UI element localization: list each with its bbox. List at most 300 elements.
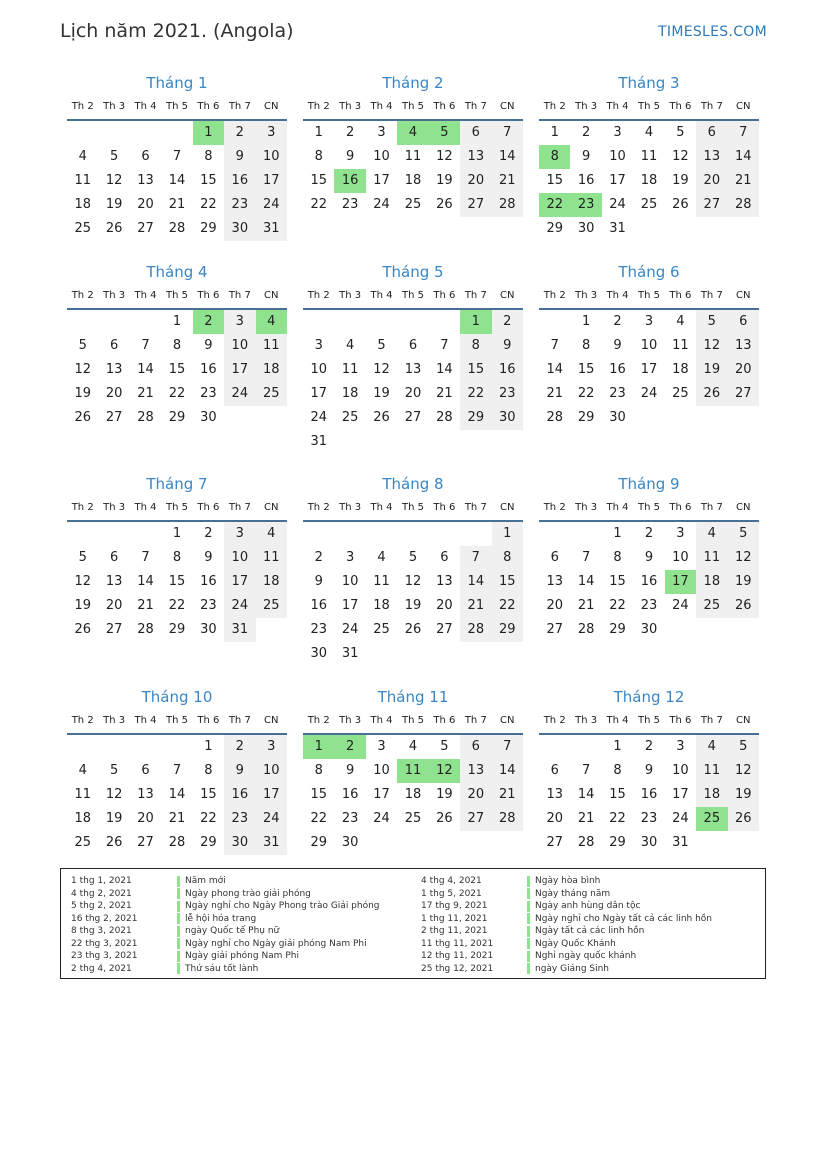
month-title: Tháng 8 bbox=[382, 475, 444, 493]
legend-row bbox=[421, 888, 712, 901]
empty-cell bbox=[334, 310, 365, 334]
day-cell: 14 bbox=[577, 787, 595, 802]
day-cell: 19 bbox=[74, 598, 91, 613]
empty-cell bbox=[67, 310, 98, 334]
day-cell: 5 bbox=[440, 739, 449, 754]
day-cell: 19 bbox=[728, 783, 759, 807]
day-cell: 8 bbox=[204, 763, 213, 778]
weekday-header bbox=[303, 497, 523, 519]
day-cell: 25 bbox=[640, 197, 658, 212]
legend-row bbox=[421, 913, 712, 926]
day-cell: 27 bbox=[696, 193, 727, 217]
weekday-label: Th 2 bbox=[543, 290, 566, 301]
day-cell: 30 bbox=[200, 410, 217, 425]
empty-cell bbox=[429, 310, 460, 334]
holiday-marker bbox=[527, 913, 530, 924]
weekday-label: Th 7 bbox=[700, 715, 723, 726]
day-cell: 12 bbox=[105, 787, 123, 802]
weekday-label: Th 4 bbox=[606, 502, 629, 513]
day-cell: 9 bbox=[492, 334, 523, 358]
day-cell: 26 bbox=[404, 622, 422, 637]
day-cell: 11 bbox=[256, 546, 287, 570]
legend-row bbox=[71, 938, 380, 951]
day-cell: 28 bbox=[137, 622, 154, 637]
day-cell: 24 bbox=[373, 197, 390, 212]
day-cell: 19 bbox=[105, 811, 123, 826]
day-cell: 24 bbox=[310, 410, 327, 425]
legend-column-right bbox=[421, 875, 712, 975]
day-cell: 10 bbox=[373, 763, 390, 778]
day-cell: 4 bbox=[696, 522, 727, 546]
day-cell: 30 bbox=[224, 217, 255, 241]
day-cell: 4 bbox=[78, 149, 87, 164]
day-cell: 28 bbox=[137, 410, 154, 425]
holiday-day-cell: 25 bbox=[696, 807, 727, 831]
day-cell: 22 bbox=[200, 811, 217, 826]
day-cell: 8 bbox=[492, 546, 523, 570]
weekday-label: Th 6 bbox=[197, 290, 220, 301]
day-cell: 27 bbox=[546, 835, 563, 850]
day-cell: 23 bbox=[341, 811, 359, 826]
day-cell: 7 bbox=[581, 763, 591, 778]
day-cell: 18 bbox=[256, 570, 287, 594]
day-cell: 15 bbox=[168, 362, 186, 377]
day-cell: 13 bbox=[105, 362, 123, 377]
legend-column-left bbox=[71, 875, 380, 975]
day-cell: 21 bbox=[728, 169, 759, 193]
day-cell: 30 bbox=[310, 646, 327, 661]
day-cell: 6 bbox=[109, 338, 119, 353]
day-cell: 29 bbox=[460, 406, 491, 430]
weekday-label: Th 5 bbox=[401, 101, 424, 112]
day-cell: 13 bbox=[728, 334, 759, 358]
month-block bbox=[67, 72, 287, 241]
day-cell: 11 bbox=[256, 334, 287, 358]
empty-cell bbox=[539, 522, 570, 546]
day-cell: 5 bbox=[728, 735, 759, 759]
day-cell: 7 bbox=[141, 338, 150, 353]
weekday-label: Th 2 bbox=[543, 502, 566, 513]
day-cell: 28 bbox=[492, 807, 523, 831]
month-title: Tháng 3 bbox=[618, 74, 680, 92]
day-cell: 20 bbox=[137, 197, 154, 212]
day-cell: 22 bbox=[609, 598, 626, 613]
day-cell: 21 bbox=[492, 169, 523, 193]
day-cell: 10 bbox=[224, 334, 255, 358]
day-cell: 6 bbox=[440, 550, 449, 565]
day-cell: 29 bbox=[609, 835, 626, 850]
legend-holiday-name: ngày Quốc tế Phụ nữ bbox=[185, 926, 280, 937]
legend-holiday-name: Ngày nghỉ cho Ngày tất cả các linh hồn bbox=[535, 913, 713, 924]
day-cell: 1 bbox=[204, 739, 213, 754]
day-cell: 14 bbox=[137, 362, 154, 377]
empty-cell bbox=[366, 522, 397, 546]
page-title: Lịch năm 2021. (Angola) bbox=[60, 20, 294, 42]
day-cell: 5 bbox=[676, 125, 685, 140]
day-cell: 19 bbox=[105, 197, 123, 212]
weekday-label: Th 3 bbox=[575, 290, 598, 301]
day-cell: 18 bbox=[74, 197, 91, 212]
day-cell: 14 bbox=[168, 173, 186, 188]
weekday-label: Th 3 bbox=[103, 101, 126, 112]
day-cell: 14 bbox=[577, 574, 595, 589]
empty-cell bbox=[303, 522, 334, 546]
holiday-marker bbox=[527, 876, 530, 887]
legend-date: 2 thg 4, 2021 bbox=[71, 963, 132, 974]
weekday-label: Th 2 bbox=[71, 101, 94, 112]
empty-cell bbox=[539, 735, 570, 759]
weekday-label: Th 3 bbox=[339, 715, 362, 726]
day-cell: 25 bbox=[373, 622, 390, 637]
day-cell: 24 bbox=[256, 193, 287, 217]
day-cell: 11 bbox=[404, 149, 422, 164]
day-grid bbox=[303, 735, 523, 855]
empty-cell bbox=[397, 310, 428, 334]
day-cell: 10 bbox=[609, 149, 626, 164]
weekday-label: CN bbox=[736, 502, 751, 513]
day-cell: 16 bbox=[224, 783, 255, 807]
day-cell: 11 bbox=[696, 546, 727, 570]
day-cell: 15 bbox=[609, 574, 626, 589]
holiday-day-cell: 5 bbox=[429, 121, 460, 145]
day-cell: 25 bbox=[74, 221, 91, 236]
day-cell: 6 bbox=[408, 338, 418, 353]
holiday-day-cell: 1 bbox=[303, 735, 334, 759]
day-cell: 3 bbox=[377, 739, 386, 754]
day-cell: 14 bbox=[728, 145, 759, 169]
holiday-day-cell: 4 bbox=[256, 310, 287, 334]
month-title: Tháng 2 bbox=[382, 74, 444, 92]
day-cell: 5 bbox=[109, 149, 119, 164]
day-cell: 20 bbox=[105, 598, 123, 613]
holiday-marker bbox=[177, 913, 180, 924]
weekday-header bbox=[67, 497, 287, 519]
legend-date: 2 thg 11, 2021 bbox=[421, 926, 488, 937]
day-cell: 7 bbox=[460, 546, 491, 570]
legend-row bbox=[421, 900, 712, 913]
day-cell: 29 bbox=[310, 835, 327, 850]
day-cell: 22 bbox=[492, 594, 523, 618]
day-cell: 14 bbox=[436, 362, 453, 377]
day-cell: 20 bbox=[460, 783, 491, 807]
day-cell: 4 bbox=[78, 763, 87, 778]
day-cell: 22 bbox=[200, 197, 217, 212]
day-grid bbox=[303, 310, 523, 454]
day-cell: 22 bbox=[577, 386, 595, 401]
weekday-label: Th 4 bbox=[134, 290, 157, 301]
legend-date: 16 thg 2, 2021 bbox=[71, 913, 138, 924]
holiday-legend bbox=[60, 868, 766, 979]
holiday-marker bbox=[527, 951, 530, 962]
holiday-day-cell: 17 bbox=[665, 570, 696, 594]
day-cell: 21 bbox=[460, 594, 491, 618]
weekday-label: Th 2 bbox=[307, 715, 330, 726]
month-title: Tháng 1 bbox=[146, 74, 208, 92]
legend-row bbox=[421, 938, 712, 951]
day-cell: 20 bbox=[696, 169, 727, 193]
day-cell: 15 bbox=[200, 173, 217, 188]
empty-cell bbox=[303, 310, 334, 334]
day-grid bbox=[67, 522, 287, 642]
day-cell: 16 bbox=[200, 574, 217, 589]
day-cell: 29 bbox=[200, 221, 217, 236]
day-cell: 18 bbox=[404, 787, 422, 802]
weekday-label: Th 2 bbox=[307, 290, 330, 301]
weekday-label: Th 6 bbox=[669, 715, 692, 726]
day-cell: 15 bbox=[168, 574, 186, 589]
day-cell: 31 bbox=[310, 434, 327, 449]
day-cell: 4 bbox=[345, 338, 355, 353]
day-cell: 1 bbox=[492, 522, 523, 546]
weekday-label: CN bbox=[736, 101, 751, 112]
day-cell: 7 bbox=[172, 763, 182, 778]
holiday-marker bbox=[177, 901, 180, 912]
weekday-label: CN bbox=[500, 715, 515, 726]
day-cell: 25 bbox=[256, 594, 287, 618]
day-grid bbox=[539, 522, 759, 642]
legend-row bbox=[71, 900, 380, 913]
holiday-marker bbox=[177, 888, 180, 899]
weekday-label: Th 7 bbox=[464, 101, 487, 112]
day-cell: 7 bbox=[492, 121, 523, 145]
day-cell: 18 bbox=[640, 173, 658, 188]
day-cell: 6 bbox=[550, 763, 559, 778]
day-cell: 3 bbox=[676, 526, 685, 541]
day-cell: 28 bbox=[577, 835, 595, 850]
day-cell: 4 bbox=[377, 550, 386, 565]
weekday-label: Th 5 bbox=[165, 715, 188, 726]
holiday-day-cell: 2 bbox=[334, 735, 365, 759]
day-cell: 2 bbox=[204, 526, 213, 541]
weekday-header bbox=[539, 710, 759, 732]
day-grid bbox=[67, 310, 287, 430]
day-cell: 11 bbox=[373, 574, 390, 589]
day-cell: 16 bbox=[492, 358, 523, 382]
holiday-day-cell: 22 bbox=[539, 193, 570, 217]
legend-holiday-name: Ngày Quốc Khánh bbox=[535, 938, 616, 949]
weekday-label: Th 3 bbox=[339, 101, 362, 112]
weekday-label: Th 2 bbox=[543, 101, 566, 112]
day-cell: 26 bbox=[373, 410, 390, 425]
day-cell: 6 bbox=[141, 763, 150, 778]
weekday-label: Th 4 bbox=[134, 502, 157, 513]
day-cell: 22 bbox=[460, 382, 491, 406]
legend-row bbox=[71, 925, 380, 938]
month-title: Tháng 5 bbox=[382, 263, 444, 281]
day-cell: 6 bbox=[109, 550, 119, 565]
weekday-label: Th 5 bbox=[637, 502, 660, 513]
weekday-label: Th 7 bbox=[228, 502, 251, 513]
holiday-day-cell: 4 bbox=[397, 121, 428, 145]
day-cell: 2 bbox=[644, 739, 654, 754]
day-cell: 28 bbox=[546, 410, 563, 425]
day-cell: 26 bbox=[436, 811, 453, 826]
day-cell: 15 bbox=[546, 173, 563, 188]
day-cell: 7 bbox=[440, 338, 449, 353]
day-cell: 13 bbox=[460, 759, 491, 783]
holiday-day-cell: 1 bbox=[460, 310, 491, 334]
day-cell: 9 bbox=[644, 550, 654, 565]
day-cell: 4 bbox=[644, 125, 654, 140]
day-cell: 27 bbox=[460, 807, 491, 831]
weekday-label: Th 2 bbox=[307, 101, 330, 112]
day-cell: 18 bbox=[404, 173, 422, 188]
day-cell: 18 bbox=[74, 811, 91, 826]
day-cell: 4 bbox=[696, 735, 727, 759]
empty-cell bbox=[130, 310, 161, 334]
month-block bbox=[303, 72, 523, 217]
day-cell: 7 bbox=[581, 550, 591, 565]
weekday-label: CN bbox=[264, 290, 279, 301]
empty-cell bbox=[334, 522, 365, 546]
weekday-label: Th 2 bbox=[307, 502, 330, 513]
day-cell: 24 bbox=[609, 197, 626, 212]
day-cell: 3 bbox=[613, 125, 622, 140]
day-grid bbox=[539, 310, 759, 430]
weekday-label: Th 4 bbox=[370, 502, 393, 513]
day-cell: 18 bbox=[341, 386, 359, 401]
day-cell: 16 bbox=[609, 362, 626, 377]
weekday-label: CN bbox=[264, 715, 279, 726]
legend-date: 8 thg 3, 2021 bbox=[71, 926, 132, 937]
weekday-label: CN bbox=[736, 715, 751, 726]
month-block bbox=[539, 72, 759, 241]
day-cell: 30 bbox=[492, 406, 523, 430]
day-cell: 27 bbox=[137, 221, 154, 236]
day-cell: 4 bbox=[408, 739, 418, 754]
day-cell: 2 bbox=[224, 735, 255, 759]
day-cell: 29 bbox=[577, 410, 595, 425]
weekday-header bbox=[303, 96, 523, 118]
day-cell: 24 bbox=[224, 594, 255, 618]
day-cell: 10 bbox=[256, 145, 287, 169]
day-cell: 6 bbox=[728, 310, 759, 334]
day-cell: 17 bbox=[224, 358, 255, 382]
day-cell: 21 bbox=[492, 783, 523, 807]
legend-holiday-name: Nghỉ ngày quốc khánh bbox=[535, 951, 637, 962]
legend-date: 22 thg 3, 2021 bbox=[71, 938, 138, 949]
day-cell: 13 bbox=[404, 362, 422, 377]
empty-cell bbox=[98, 735, 129, 759]
holiday-marker bbox=[527, 926, 530, 937]
legend-row bbox=[71, 963, 380, 976]
legend-holiday-name: Ngày nghỉ cho Ngày Phong trào Giải phóng bbox=[185, 901, 380, 912]
day-cell: 30 bbox=[577, 221, 595, 236]
day-cell: 2 bbox=[345, 125, 355, 140]
day-cell: 22 bbox=[609, 811, 626, 826]
month-title: Tháng 4 bbox=[146, 263, 208, 281]
day-cell: 8 bbox=[204, 149, 213, 164]
day-cell: 3 bbox=[224, 310, 255, 334]
day-cell: 17 bbox=[609, 173, 626, 188]
day-cell: 27 bbox=[728, 382, 759, 406]
day-cell: 8 bbox=[172, 338, 182, 353]
weekday-label: Th 4 bbox=[606, 715, 629, 726]
weekday-header bbox=[67, 710, 287, 732]
day-cell: 31 bbox=[341, 646, 359, 661]
legend-holiday-name: Thứ sáu tốt lành bbox=[185, 963, 259, 974]
legend-row bbox=[71, 913, 380, 926]
weekday-label: Th 5 bbox=[637, 715, 660, 726]
weekday-label: Th 5 bbox=[401, 502, 424, 513]
day-cell: 18 bbox=[256, 358, 287, 382]
empty-cell bbox=[460, 522, 491, 546]
legend-date: 25 thg 12, 2021 bbox=[421, 963, 494, 974]
day-cell: 6 bbox=[460, 121, 491, 145]
day-cell: 4 bbox=[256, 522, 287, 546]
day-cell: 16 bbox=[640, 787, 658, 802]
day-cell: 6 bbox=[550, 550, 559, 565]
day-cell: 21 bbox=[137, 386, 154, 401]
day-cell: 13 bbox=[137, 787, 154, 802]
day-cell: 28 bbox=[168, 835, 186, 850]
weekday-label: Th 6 bbox=[433, 502, 456, 513]
day-cell: 7 bbox=[141, 550, 150, 565]
day-cell: 3 bbox=[314, 338, 323, 353]
day-cell: 10 bbox=[672, 763, 689, 778]
day-cell: 1 bbox=[172, 526, 182, 541]
weekday-label: Th 7 bbox=[700, 101, 723, 112]
month-block bbox=[539, 473, 759, 642]
holiday-marker bbox=[527, 963, 530, 974]
day-cell: 25 bbox=[341, 410, 359, 425]
day-cell: 28 bbox=[460, 618, 491, 642]
day-cell: 2 bbox=[492, 310, 523, 334]
weekday-label: Th 2 bbox=[71, 502, 94, 513]
weekday-label: Th 6 bbox=[197, 101, 220, 112]
weekday-header bbox=[539, 285, 759, 307]
day-cell: 23 bbox=[640, 811, 658, 826]
weekday-label: CN bbox=[500, 101, 515, 112]
day-cell: 27 bbox=[460, 193, 491, 217]
month-title: Tháng 7 bbox=[146, 475, 208, 493]
weekday-label: Th 4 bbox=[134, 715, 157, 726]
day-cell: 29 bbox=[168, 410, 186, 425]
legend-holiday-name: Ngày phong trào giải phóng bbox=[185, 888, 311, 899]
day-cell: 21 bbox=[546, 386, 563, 401]
day-cell: 20 bbox=[728, 358, 759, 382]
day-cell: 25 bbox=[696, 594, 727, 618]
day-cell: 20 bbox=[546, 598, 563, 613]
day-cell: 23 bbox=[492, 382, 523, 406]
day-cell: 16 bbox=[640, 574, 658, 589]
empty-cell bbox=[98, 121, 129, 145]
day-cell: 22 bbox=[168, 386, 186, 401]
brand-link[interactable]: TIMESLES.COM bbox=[658, 24, 767, 40]
weekday-label: Th 5 bbox=[637, 290, 660, 301]
weekday-label: Th 6 bbox=[197, 502, 220, 513]
day-cell: 26 bbox=[436, 197, 453, 212]
day-cell: 17 bbox=[373, 787, 390, 802]
day-cell: 29 bbox=[168, 622, 186, 637]
day-cell: 31 bbox=[609, 221, 626, 236]
day-cell: 13 bbox=[460, 145, 491, 169]
empty-cell bbox=[130, 522, 161, 546]
legend-row bbox=[71, 875, 380, 888]
empty-cell bbox=[161, 735, 192, 759]
day-cell: 24 bbox=[341, 622, 359, 637]
weekday-label: Th 5 bbox=[637, 101, 660, 112]
legend-holiday-name: Ngày tất cả các linh hồn bbox=[535, 926, 645, 937]
day-cell: 19 bbox=[696, 358, 727, 382]
day-cell: 8 bbox=[314, 149, 323, 164]
day-cell: 27 bbox=[105, 410, 123, 425]
day-cell: 7 bbox=[172, 149, 182, 164]
day-cell: 23 bbox=[224, 807, 255, 831]
month-title: Tháng 12 bbox=[613, 688, 685, 706]
day-cell: 15 bbox=[577, 362, 595, 377]
legend-row bbox=[71, 950, 380, 963]
